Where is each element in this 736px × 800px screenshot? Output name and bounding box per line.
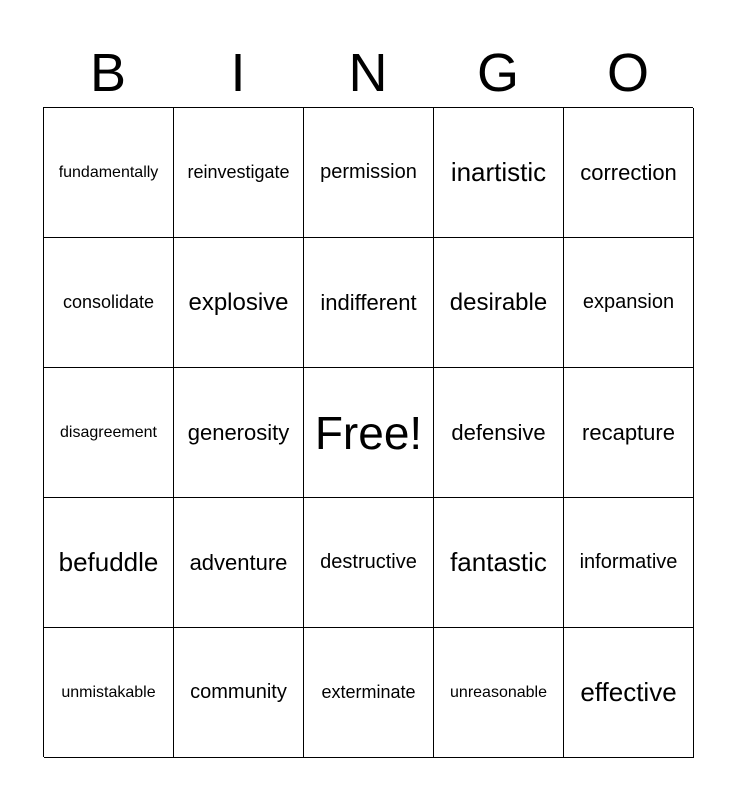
bingo-cell[interactable] [304,498,434,628]
header-letter-g: G [476,43,519,103]
bingo-cell[interactable] [564,628,694,758]
cell-word: adventure [189,549,288,575]
bingo-cell[interactable] [174,108,304,238]
cell-word: community [190,681,287,703]
cell-word: reinvestigate [187,162,290,182]
cell-word: befuddle [58,547,159,577]
cell-word: unreasonable [450,683,547,701]
cell-word: desirable [449,288,548,316]
header-letter-b: B [89,43,127,103]
bingo-cell[interactable] [564,368,694,498]
bingo-cell[interactable] [434,628,564,758]
bingo-cell[interactable] [44,368,174,498]
cell-word: destructive [320,551,417,573]
bingo-cell[interactable] [304,628,434,758]
cell-word: generosity [187,419,290,445]
bingo-cell[interactable] [174,628,304,758]
bingo-cell[interactable] [434,368,564,498]
bingo-cell[interactable] [44,498,174,628]
bingo-cell[interactable] [304,238,434,368]
bingo-cell[interactable] [304,108,434,238]
bingo-cell[interactable] [434,108,564,238]
bingo-board [43,107,693,757]
cell-word: inartistic [450,157,547,187]
cell-word: defensive [451,419,546,445]
bingo-cell[interactable] [44,108,174,238]
bingo-cell[interactable] [174,238,304,368]
cell-word: fantastic [450,547,547,577]
cell-word: effective [580,677,677,707]
cell-word: fundamentally [58,163,159,181]
cell-word: expansion [582,291,675,313]
cell-word: unmistakable [61,683,156,701]
cell-word: permission [320,161,417,183]
bingo-cell[interactable] [564,238,694,368]
bingo-cell[interactable] [44,238,174,368]
cell-word: informative [579,551,678,573]
cell-word: recapture [582,419,675,445]
bingo-cell[interactable] [44,628,174,758]
bingo-cell[interactable] [434,238,564,368]
header-letter-i: I [230,43,246,103]
cell-word: disagreement [60,423,157,441]
cell-word: explosive [188,288,289,316]
header-letter-o: O [606,43,649,103]
bingo-cell[interactable] [174,368,304,498]
bingo-cell[interactable] [564,498,694,628]
free-space[interactable] [304,368,434,498]
bingo-header [43,40,693,106]
free-space-label: Free! [314,406,423,459]
bingo-cell[interactable] [174,498,304,628]
cell-word: indifferent [320,289,417,315]
header-letter-n: N [348,43,388,103]
cell-word: correction [580,159,677,185]
cell-word: consolidate [62,292,155,312]
bingo-cell[interactable] [434,498,564,628]
cell-word: exterminate [321,682,416,702]
bingo-cell[interactable] [564,108,694,238]
